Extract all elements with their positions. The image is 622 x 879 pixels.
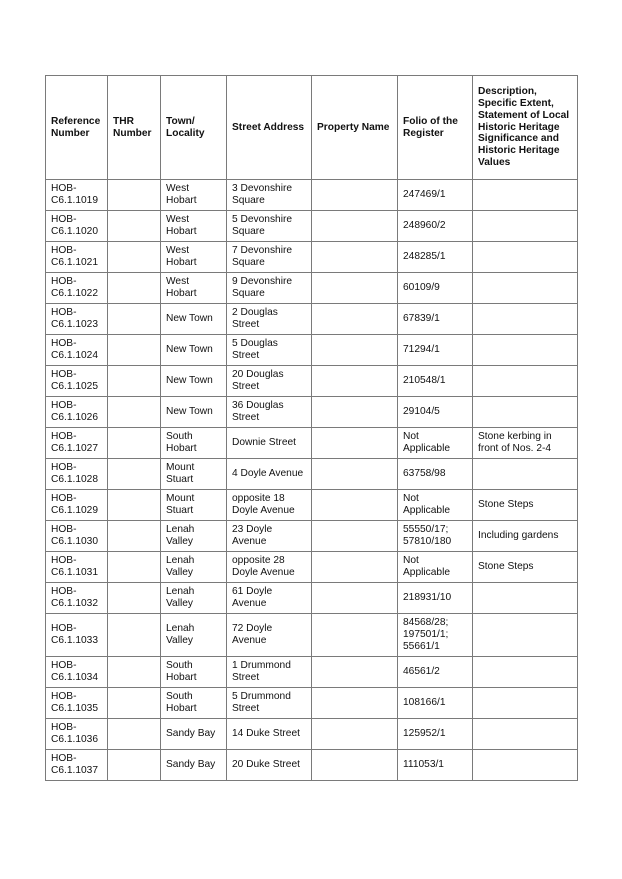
thr-cell [108,211,161,242]
property-name-cell [312,719,398,750]
table-row [46,657,578,688]
address-cell: 20 Douglas Street [227,366,312,397]
reference-cell: HOB-C6.1.1037 [46,750,108,781]
property-name-cell [312,428,398,459]
folio-cell: 84568/28; 197501/1; 55661/1 [398,614,473,657]
thr-cell [108,459,161,490]
reference-cell: HOB-C6.1.1035 [46,688,108,719]
reference-cell: HOB-C6.1.1022 [46,273,108,304]
description-cell: Stone Steps [473,552,578,583]
header-town-locality: Town/ Locality [161,76,227,180]
property-name-cell [312,750,398,781]
town-cell: West Hobart [161,180,227,211]
town-cell: Lenah Valley [161,583,227,614]
folio-cell: Not Applicable [398,490,473,521]
table-row [46,366,578,397]
thr-cell [108,521,161,552]
reference-cell: HOB-C6.1.1036 [46,719,108,750]
property-name-cell [312,688,398,719]
thr-cell [108,366,161,397]
table-row [46,180,578,211]
description-cell [473,750,578,781]
property-name-cell [312,583,398,614]
property-name-cell [312,304,398,335]
town-cell: Sandy Bay [161,719,227,750]
property-name-cell [312,335,398,366]
address-cell: 20 Duke Street [227,750,312,781]
folio-cell: 46561/2 [398,657,473,688]
reference-cell: HOB-C6.1.1029 [46,490,108,521]
reference-cell: HOB-C6.1.1020 [46,211,108,242]
folio-cell: 63758/98 [398,459,473,490]
town-cell: South Hobart [161,657,227,688]
address-cell: 36 Douglas Street [227,397,312,428]
thr-cell [108,490,161,521]
property-name-cell [312,211,398,242]
description-cell: Including gardens [473,521,578,552]
address-cell: 5 Drummond Street [227,688,312,719]
town-cell: West Hobart [161,211,227,242]
description-cell [473,657,578,688]
thr-cell [108,335,161,366]
table-row [46,583,578,614]
property-name-cell [312,657,398,688]
description-cell [473,180,578,211]
address-cell: 1 Drummond Street [227,657,312,688]
town-cell: Lenah Valley [161,521,227,552]
thr-cell [108,552,161,583]
town-cell: New Town [161,335,227,366]
reference-cell: HOB-C6.1.1024 [46,335,108,366]
header-street-address: Street Address [227,76,312,180]
description-cell [473,583,578,614]
address-cell: 7 Devonshire Square [227,242,312,273]
folio-cell: 71294/1 [398,335,473,366]
table-row [46,688,578,719]
town-cell: South Hobart [161,688,227,719]
town-cell: Lenah Valley [161,552,227,583]
address-cell: 72 Doyle Avenue [227,614,312,657]
description-cell [473,273,578,304]
reference-cell: HOB-C6.1.1031 [46,552,108,583]
folio-cell: 218931/10 [398,583,473,614]
reference-cell: HOB-C6.1.1032 [46,583,108,614]
table-row [46,211,578,242]
description-cell [473,242,578,273]
table-row [46,273,578,304]
table-row [46,459,578,490]
folio-cell: 108166/1 [398,688,473,719]
description-cell [473,211,578,242]
town-cell: West Hobart [161,242,227,273]
table-row [46,490,578,521]
address-cell: 2 Douglas Street [227,304,312,335]
folio-cell: Not Applicable [398,552,473,583]
town-cell: West Hobart [161,273,227,304]
property-name-cell [312,397,398,428]
header-folio: Folio of the Register [398,76,473,180]
reference-cell: HOB-C6.1.1023 [46,304,108,335]
property-name-cell [312,552,398,583]
folio-cell: 55550/17; 57810/180 [398,521,473,552]
thr-cell [108,304,161,335]
table-row [46,719,578,750]
address-cell: Downie Street [227,428,312,459]
property-name-cell [312,490,398,521]
thr-cell [108,688,161,719]
header-row [46,76,578,180]
header-thr-number: THR Number [108,76,161,180]
folio-cell: 247469/1 [398,180,473,211]
town-cell: Mount Stuart [161,459,227,490]
table-body [46,180,578,781]
town-cell: Mount Stuart [161,490,227,521]
property-name-cell [312,521,398,552]
address-cell: 5 Douglas Street [227,335,312,366]
folio-cell: 210548/1 [398,366,473,397]
address-cell: 4 Doyle Avenue [227,459,312,490]
table-row [46,304,578,335]
thr-cell [108,273,161,304]
address-cell: 61 Doyle Avenue [227,583,312,614]
description-cell [473,335,578,366]
table-row [46,552,578,583]
address-cell: 9 Devonshire Square [227,273,312,304]
reference-cell: HOB-C6.1.1021 [46,242,108,273]
description-cell [473,719,578,750]
property-name-cell [312,459,398,490]
description-cell: Stone Steps [473,490,578,521]
description-cell [473,304,578,335]
folio-cell: 67839/1 [398,304,473,335]
reference-cell: HOB-C6.1.1034 [46,657,108,688]
reference-cell: HOB-C6.1.1033 [46,614,108,657]
thr-cell [108,583,161,614]
folio-cell: 60109/9 [398,273,473,304]
thr-cell [108,657,161,688]
reference-cell: HOB-C6.1.1019 [46,180,108,211]
property-name-cell [312,366,398,397]
table-row [46,397,578,428]
reference-cell: HOB-C6.1.1030 [46,521,108,552]
town-cell: New Town [161,397,227,428]
property-name-cell [312,273,398,304]
header-description: Description, Specific Extent, Statement of Local Historic Heritage Significance and Historic Heritage Values [473,76,578,180]
description-cell: Stone kerbing in front of Nos. 2-4 [473,428,578,459]
heritage-table [45,75,578,781]
address-cell: 23 Doyle Avenue [227,521,312,552]
reference-cell: HOB-C6.1.1026 [46,397,108,428]
description-cell [473,397,578,428]
town-cell: Lenah Valley [161,614,227,657]
reference-cell: HOB-C6.1.1025 [46,366,108,397]
town-cell: South Hobart [161,428,227,459]
table-row [46,614,578,657]
property-name-cell [312,180,398,211]
address-cell: 3 Devonshire Square [227,180,312,211]
town-cell: New Town [161,366,227,397]
table-row [46,521,578,552]
folio-cell: 29104/5 [398,397,473,428]
header-property-name: Property Name [312,76,398,180]
table-row [46,750,578,781]
table-row [46,335,578,366]
address-cell: opposite 28 Doyle Avenue [227,552,312,583]
address-cell: 14 Duke Street [227,719,312,750]
thr-cell [108,750,161,781]
thr-cell [108,719,161,750]
description-cell [473,459,578,490]
address-cell: opposite 18 Doyle Avenue [227,490,312,521]
folio-cell: 248960/2 [398,211,473,242]
thr-cell [108,614,161,657]
folio-cell: Not Applicable [398,428,473,459]
folio-cell: 111053/1 [398,750,473,781]
property-name-cell [312,614,398,657]
thr-cell [108,428,161,459]
thr-cell [108,397,161,428]
reference-cell: HOB-C6.1.1027 [46,428,108,459]
reference-cell: HOB-C6.1.1028 [46,459,108,490]
address-cell: 5 Devonshire Square [227,211,312,242]
thr-cell [108,180,161,211]
town-cell: Sandy Bay [161,750,227,781]
property-name-cell [312,242,398,273]
town-cell: New Town [161,304,227,335]
description-cell [473,614,578,657]
thr-cell [108,242,161,273]
folio-cell: 248285/1 [398,242,473,273]
table-row [46,428,578,459]
table-row [46,242,578,273]
description-cell [473,688,578,719]
header-reference-number: Reference Number [46,76,108,180]
description-cell [473,366,578,397]
folio-cell: 125952/1 [398,719,473,750]
